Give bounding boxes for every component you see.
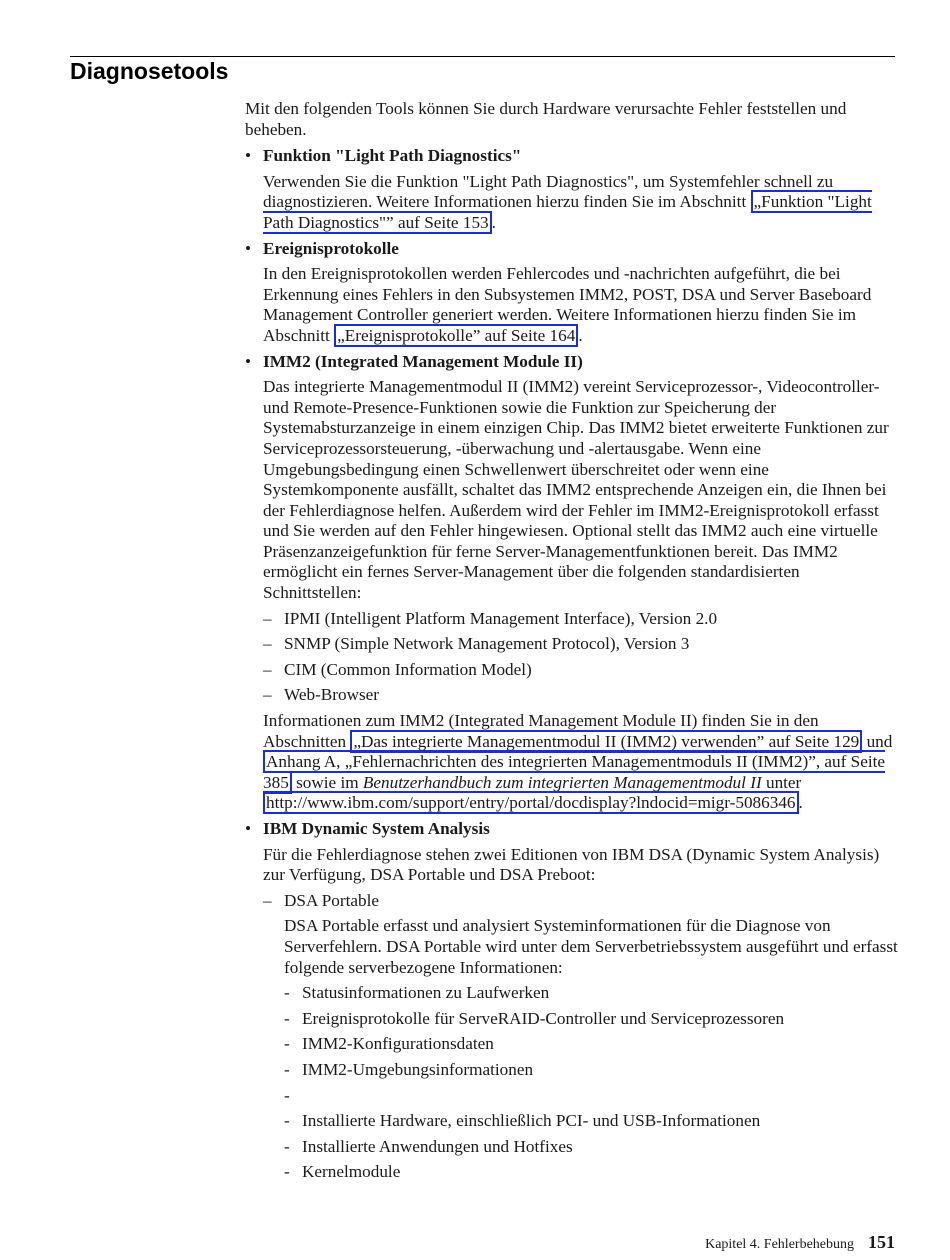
collect-label: Ereignisprotokolle für ServeRAID-Controller und Serviceprozessoren (302, 1008, 785, 1028)
list-item-dsa (245, 819, 900, 1183)
punctuation: . (578, 325, 583, 345)
item-description (263, 264, 900, 346)
interface-item (263, 685, 900, 706)
collect-label: Statusinformationen zu Laufwerken (302, 983, 550, 1003)
hyphen-icon: - (284, 983, 290, 1003)
hyphen-icon: - (284, 1111, 290, 1131)
text-span: Informationen zum IMM2 (Integrated Management Module II) finden Sie in den Abschnitten (263, 711, 819, 751)
intro-paragraph: Mit den folgenden Tools können Sie durch Hardware verursachte Fehler feststellen und beheben. (245, 99, 847, 139)
page-number: 151 (868, 1232, 895, 1252)
punctuation: . (798, 793, 803, 813)
collect-item (284, 1086, 900, 1107)
text-span: sowie im (291, 772, 363, 792)
interface-item (263, 609, 900, 630)
collect-label: Installierte Anwendungen und Hotfixes (302, 1136, 573, 1156)
collect-label: Installierte Hardware, einschließlich PCI- und USB-Informationen (302, 1111, 761, 1131)
hyphen-icon: - (284, 1085, 290, 1105)
list-item-event-logs (245, 239, 900, 347)
interface-label: SNMP (Simple Network Management Protocol), Version 3 (284, 634, 690, 654)
interface-label: Web-Browser (284, 685, 380, 705)
item-title: IMM2 (Integrated Management Module II) (263, 351, 583, 371)
edition-item (263, 891, 900, 1183)
punctuation: . (491, 212, 496, 232)
collect-item (284, 1034, 900, 1055)
book-title: Benutzerhandbuch zum integrierten Managementmodul II (362, 772, 762, 792)
page-heading: Diagnosetools (70, 58, 229, 84)
collect-item (284, 1060, 900, 1081)
dash-icon: – (263, 890, 272, 910)
dash-icon: – (263, 659, 272, 679)
collect-label: Kernelmodule (302, 1162, 401, 1182)
collect-item (284, 1009, 900, 1030)
hyphen-icon: - (284, 1059, 290, 1079)
item-title: Ereignisprotokolle (263, 238, 399, 258)
collect-item (284, 983, 900, 1004)
item-title: Funktion "Light Path Diagnostics" (263, 146, 522, 166)
interface-label: IPMI (Intelligent Platform Management Interface), Version 2.0 (284, 608, 718, 628)
list-item-light-path (245, 146, 900, 233)
dash-icon: – (263, 685, 272, 705)
bullet-icon: • (245, 351, 252, 371)
collect-label: IMM2-Umgebungsinformationen (302, 1059, 534, 1079)
item-title: IBM Dynamic System Analysis (263, 819, 490, 838)
text-span: und (862, 731, 893, 751)
collect-label (302, 1086, 306, 1105)
hyphen-icon: - (284, 1034, 290, 1054)
link-ibm-support-url[interactable]: http://www.ibm.com/support/entry/portal/docdisplay?lndocid=migr-5086346 (263, 791, 799, 814)
chapter-label: Kapitel 4. Fehlerbehebung (705, 1237, 854, 1252)
collect-item (284, 1162, 900, 1183)
collect-label: IMM2-Konfigurationsdaten (302, 1034, 494, 1054)
edition-name: DSA Portable (284, 890, 380, 910)
interface-item (263, 634, 900, 655)
hyphen-icon: - (284, 1136, 290, 1156)
bullet-icon: • (245, 819, 252, 838)
item-description: Für die Fehlerdiagnose stehen zwei Editionen von IBM DSA (Dynamic System Analysis) zur Verfügung, DSA Portable und DSA Preboot: (263, 844, 880, 885)
bullet-icon: • (245, 146, 252, 166)
bullet-icon: • (245, 238, 252, 258)
link-appendix-a[interactable]: Anhang A, „Fehlernachrichten des integrierten Managementmoduls II (IMM2)”, auf Seite 385 (263, 752, 886, 792)
collect-item (284, 1137, 900, 1158)
edition-description: DSA Portable erfasst und analysiert Systeminformationen für die Diagnose von Serverfehlern. DSA Portable wird unter dem Serverbetriebssystem ausgeführt und erfasst folgende serverbezogene Informationen: (284, 916, 898, 977)
imm2-more-info (263, 711, 900, 814)
item-description: Das integrierte Managementmodul II (IMM2) vereint Serviceprozessor-, Videocontroller- und Remote-Presence-Funktionen sowie die Funktion zur Speicherung der Systemabsturzanzeige in einem einzigen Chip. Das IMM2 bietet erweiterte Funktionen zur Serviceprozessorsteuerung, -überwachung und -alertausgabe. Wenn eine Umgebungsbedingung einen Schwellenwert überschreitet oder wenn eine Systemkomponente ausfällt, schaltet das IMM2 entsprechende Anzeigen ein, die Ihnen bei der Fehlerdiagnose helfen. Außerdem wird der Fehler im IMM2-Ereignisprotokoll erfasst und Sie werden auf den Fehler hingewiesen. Optional stellt das IMM2 auch eine virtuelle Präsenzanzeigefunktion für ferne Server-Managementfunktionen bereit. Das IMM2 ermöglicht ein fernes Server-Management über die folgenden standardisierten Schnittstellen: (263, 377, 889, 603)
item-text: In den Ereignisprotokollen werden Fehlercodes und -nachrichten aufgeführt, die bei Erkennung eines Fehlers in den Subsystemen IMM2, POST, DSA und Server Baseboard Management Controller generiert werden. Weitere Informationen hierzu finden Sie im Abschnitt (263, 264, 872, 345)
main-content (245, 99, 900, 1188)
hyphen-icon: - (284, 1008, 290, 1028)
text-span: unter (761, 772, 802, 792)
dash-icon: – (263, 608, 272, 628)
dash-icon: – (263, 634, 272, 654)
interface-label: CIM (Common Information Model) (284, 659, 532, 679)
item-text: Verwenden Sie die Funktion "Light Path Diagnostics", um Systemfehler schnell zu diagnostizieren. Weitere Informationen hierzu finden Sie im Abschnitt (263, 171, 834, 212)
top-rule (70, 56, 895, 57)
link-light-path[interactable]: „Funktion "Light Path Diagnostics"” auf Seite 153 (263, 192, 872, 232)
list-item-imm2 (245, 352, 900, 814)
hyphen-icon: - (284, 1162, 290, 1182)
collect-item (284, 1111, 900, 1132)
page-footer (705, 1232, 895, 1253)
item-description (263, 172, 900, 234)
link-imm2-usage[interactable]: „Das integrierte Managementmodul II (IMM2) verwenden” auf Seite 129 (350, 730, 862, 753)
link-event-logs[interactable]: „Ereignisprotokolle” auf Seite 164 (334, 324, 578, 347)
interface-item (263, 660, 900, 681)
